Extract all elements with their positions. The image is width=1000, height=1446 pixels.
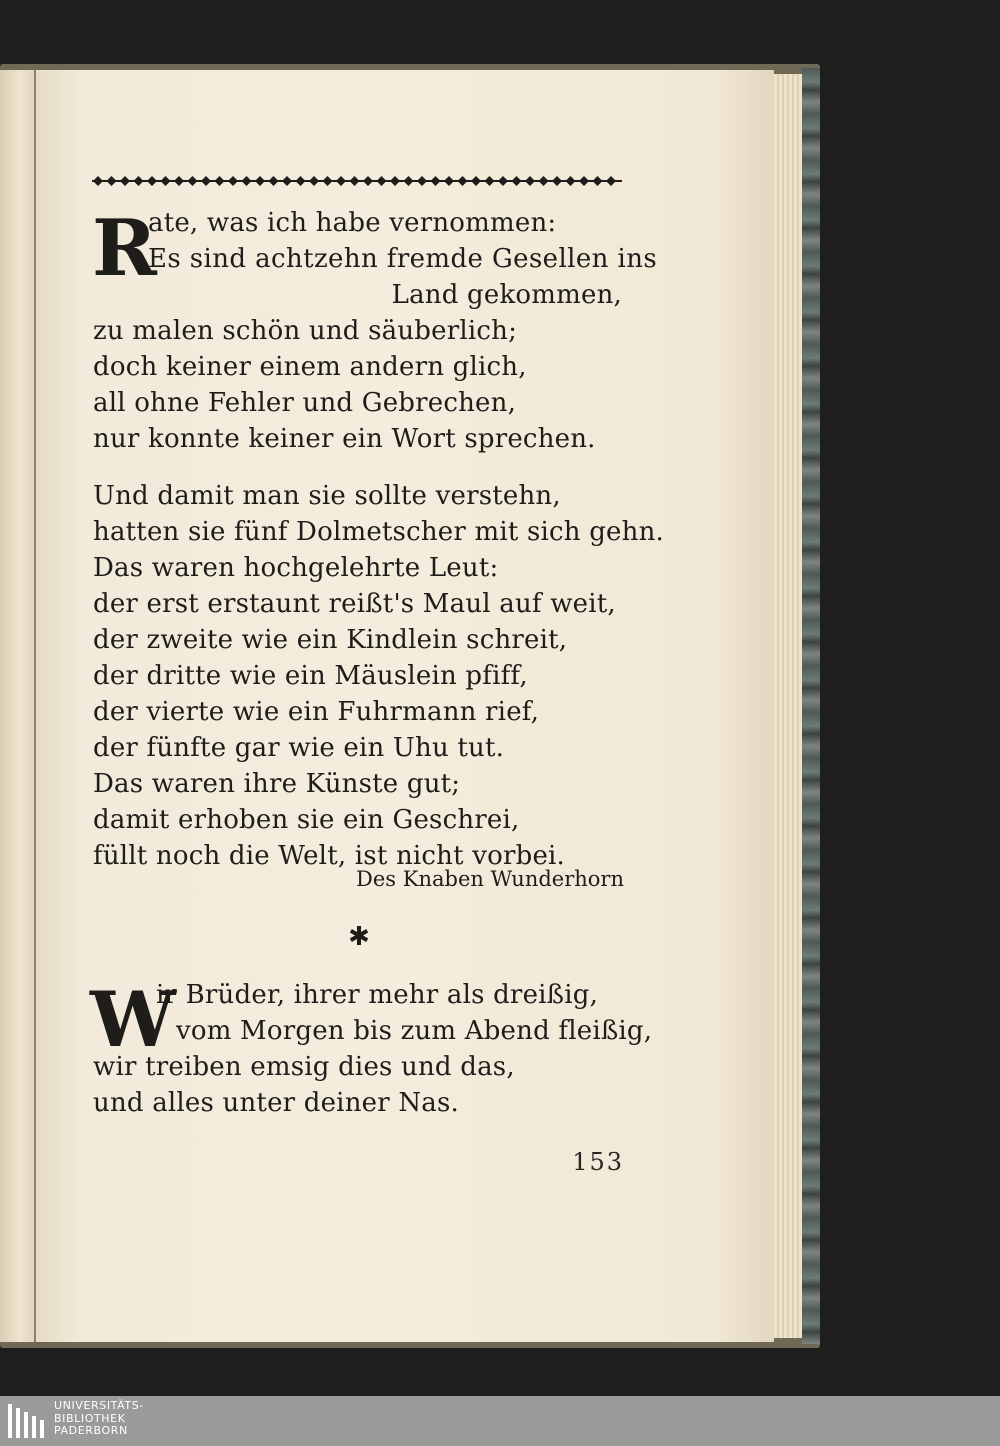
poem-line: Es sind achtzehn fremde Gesellen ins [148,244,658,274]
poem1-stanza2 [93,478,664,874]
poem-line: ir Brüder, ihrer mehr als dreißig, [156,980,599,1010]
poem-line: ate, was ich habe vernommen: [148,208,557,238]
dropcap-r: R [92,203,157,294]
library-name-line: PADERBORN [54,1424,128,1437]
library-name [54,1400,144,1438]
ornament-diamond [161,176,171,186]
attribution: Des Knaben Wunderhorn [356,867,624,891]
poem-line: der fünfte gar wie ein Uhu tut. [93,733,505,763]
ornament-diamond [147,176,157,186]
ornament-diamond [107,176,117,186]
poem-line: der dritte wie ein Mäuslein pfiff, [93,661,528,691]
ornament-diamond [498,176,508,186]
ornament-diamond [552,176,562,186]
poem-line: vom Morgen bis zum Abend fleißig, [176,1016,653,1046]
ornament-diamond [93,176,103,186]
poem-line: wir treiben emsig dies und das, [93,1052,515,1082]
ornament-diamond [363,176,373,186]
ornament-diamond [404,176,414,186]
poem-line: damit erhoben sie ein Geschrei, [93,805,520,835]
ornament-diamond [566,176,576,186]
poem-line: der zweite wie ein Kindlein schreit, [93,625,568,655]
ornament-diamond [390,176,400,186]
poem-line: der erst erstaunt reißt's Maul auf weit, [93,589,616,619]
ornament-diamond [296,176,306,186]
ornament-diamond [579,176,589,186]
ornament-diamond [242,176,252,186]
ornament-diamond [188,176,198,186]
ornament-diamond [471,176,481,186]
ornament-diamond [512,176,522,186]
library-logo-icon [6,1402,46,1444]
poem-line: zu malen schön und säuberlich; [93,316,518,346]
marbled-board-edge [802,68,820,1344]
poem2 [93,977,652,1121]
asterism-separator: ✱ [348,922,370,952]
dropcap-w: W [90,975,176,1064]
poem-line: und alles unter deiner Nas. [93,1088,459,1118]
poem-line: nur konnte keiner ein Wort sprechen. [93,424,596,454]
poem-line: füllt noch die Welt, ist nicht vorbei. [93,841,566,871]
ornament-diamond [444,176,454,186]
left-page-edge [0,70,36,1342]
poem-line: der vierte wie ein Fuhrmann rief, [93,697,540,727]
ornament-diamond [485,176,495,186]
ornament-diamond [377,176,387,186]
ornament-diamond [269,176,279,186]
ornament-diamond [174,176,184,186]
poem-line: Das waren hochgelehrte Leut: [93,553,499,583]
poem-line: hatten sie fünf Dolmetscher mit sich gehn. [93,517,664,547]
ornament-diamond [120,176,130,186]
poem-line: Das waren ihre Künste gut; [93,769,461,799]
ornament-diamond [228,176,238,186]
ornament-diamond [431,176,441,186]
poem-line: Land gekommen, [391,280,622,310]
poem-line: all ohne Fehler und Gebrechen, [93,388,517,418]
ornament-diamond [539,176,549,186]
ornament-diamond [201,176,211,186]
ornament-diamond [282,176,292,186]
ornament-diamond [593,176,603,186]
library-footer [0,1396,1000,1446]
page-number: 153 [572,1148,624,1176]
ornament-diamond [323,176,333,186]
ornament-diamond [309,176,319,186]
ornament-diamond [215,176,225,186]
ornament-diamond [336,176,346,186]
poem1-stanza1 [93,205,658,457]
ornamental-rule [92,174,622,188]
page-fore-edges [774,74,803,1338]
poem-line: Und damit man sie sollte verstehn, [93,481,561,511]
poem-line: doch keiner einem andern glich, [93,352,527,382]
ornament-diamond [134,176,144,186]
ornament-diamond [525,176,535,186]
ornament-diamond [458,176,468,186]
ornament-diamond [350,176,360,186]
library-name-line: UNIVERSITÄTS- [54,1399,144,1412]
ornament-diamond [417,176,427,186]
library-name-line: BIBLIOTHEK [54,1411,126,1425]
ornament-diamond [606,176,616,186]
ornament-diamond [255,176,265,186]
